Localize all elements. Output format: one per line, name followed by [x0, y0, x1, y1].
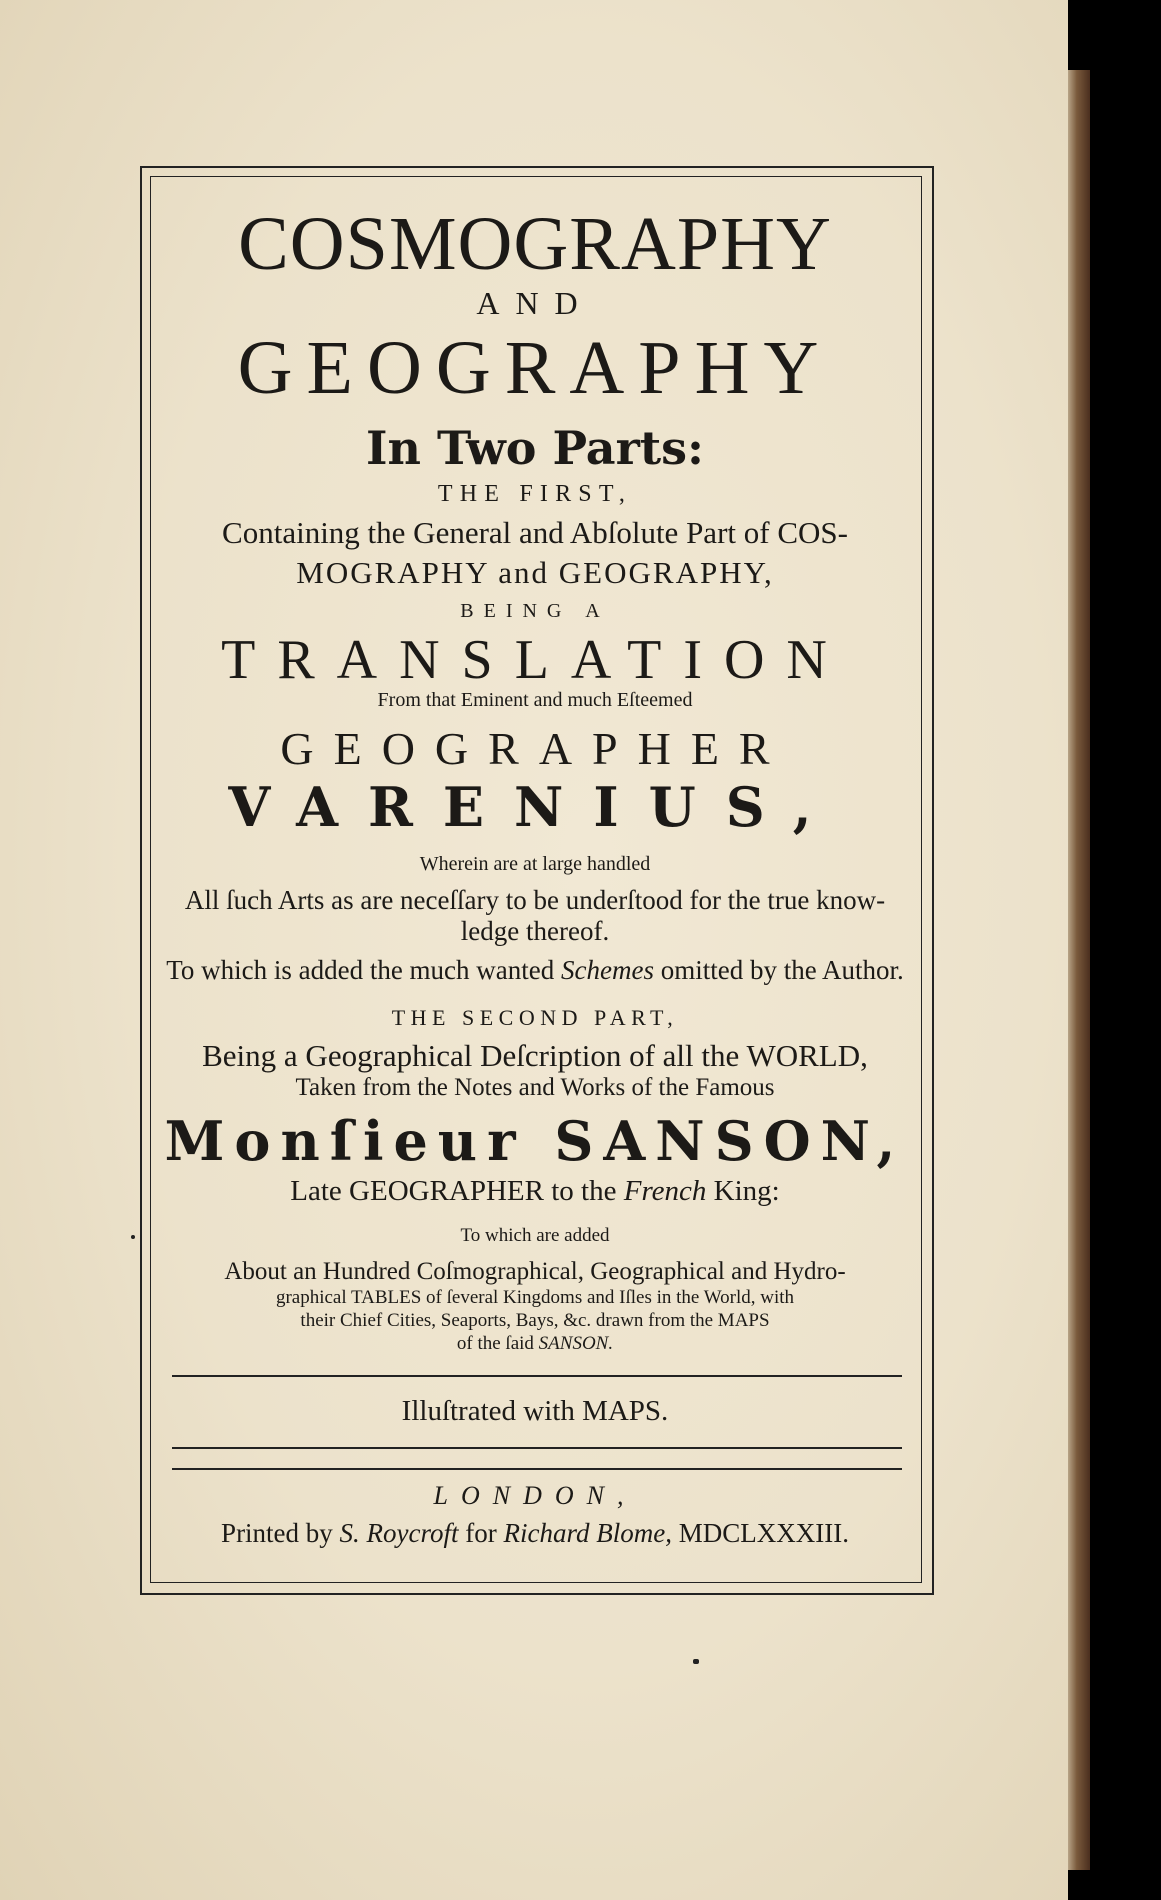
heading-the-first: THE FIRST,	[437, 481, 633, 507]
monsieur-sanson: Monſieur SANSON,	[164, 1109, 906, 1173]
schemes-line	[150, 957, 920, 984]
title-cosmography: COSMOGRAPHY	[238, 202, 832, 286]
illustrated-with-maps: Illuſtrated with MAPS.	[401, 1395, 669, 1427]
title-in-two-parts: In Two Parts:	[366, 421, 704, 475]
to-which-added: To which are added	[460, 1225, 610, 1246]
printed-text-e: MDCLXXXIII.	[671, 1518, 849, 1548]
late-text-c: King:	[706, 1175, 780, 1207]
printed-text-d: Richard Blome,	[503, 1518, 672, 1548]
heading-second-part: THE SECOND PART,	[391, 1005, 679, 1030]
about4-text-b: SANSON.	[538, 1333, 614, 1354]
rule-top	[172, 1375, 902, 1377]
rule-middle-1	[172, 1447, 902, 1449]
about4-text-a: of the ſaid	[456, 1333, 539, 1354]
ink-speck	[693, 1659, 699, 1664]
schemes-text-c: omitted by the Author.	[653, 955, 904, 985]
rule-middle-2	[172, 1468, 902, 1470]
about-line1: About an Hundred Coſmographical, Geographical and Hydro-	[224, 1258, 846, 1285]
printed-text-b: S. Roycroft	[339, 1518, 459, 1548]
late-text-a: Late GEOGRAPHER to the	[290, 1175, 624, 1207]
part2-line1: Being a Geographical Deſcription of all the WORLD,	[202, 1038, 868, 1073]
geographer: GEOGRAPHER	[280, 723, 790, 774]
imprint-printed	[150, 1520, 920, 1547]
title-geography: GEOGRAPHY	[237, 326, 833, 410]
title-and: AND	[476, 285, 594, 321]
from-eminent: From that Eminent and much Eſteemed	[377, 689, 693, 711]
printed-text-a: Printed by	[221, 1518, 340, 1548]
varenius: VARENIUS,	[228, 775, 842, 839]
late-geographer	[150, 1177, 920, 1206]
arts-line1: All ſuch Arts as are neceſſary to be underſtood for the true know-	[184, 885, 886, 915]
printed-text-c: for	[458, 1518, 504, 1548]
ink-speck	[131, 1235, 135, 1239]
book-spine-edge	[1068, 70, 1090, 1870]
late-text-b: French	[623, 1175, 707, 1207]
about-line2: graphical TABLES of ſeveral Kingdoms and Iſles in the World, with	[275, 1287, 795, 1308]
arts-line2: ledge thereof.	[460, 916, 610, 946]
part2-line2: Taken from the Notes and Works of the Famous	[295, 1074, 775, 1101]
schemes-text-a: To which is added the much wanted	[166, 955, 562, 985]
schemes-text-b: Schemes	[561, 955, 654, 985]
part1-line2: MOGRAPHY and GEOGRAPHY,	[296, 555, 774, 590]
being-a: BEING A	[460, 600, 610, 622]
about-line4	[150, 1334, 920, 1353]
imprint-london: LONDON,	[433, 1481, 637, 1510]
about-line3: their Chief Cities, Seaports, Bays, &c. drawn from the MAPS	[300, 1310, 770, 1331]
part1-line1: Containing the General and Abſolute Part of COS-	[222, 515, 848, 550]
wherein: Wherein are at large handled	[419, 853, 651, 875]
translation: TRANSLATION	[221, 629, 849, 691]
